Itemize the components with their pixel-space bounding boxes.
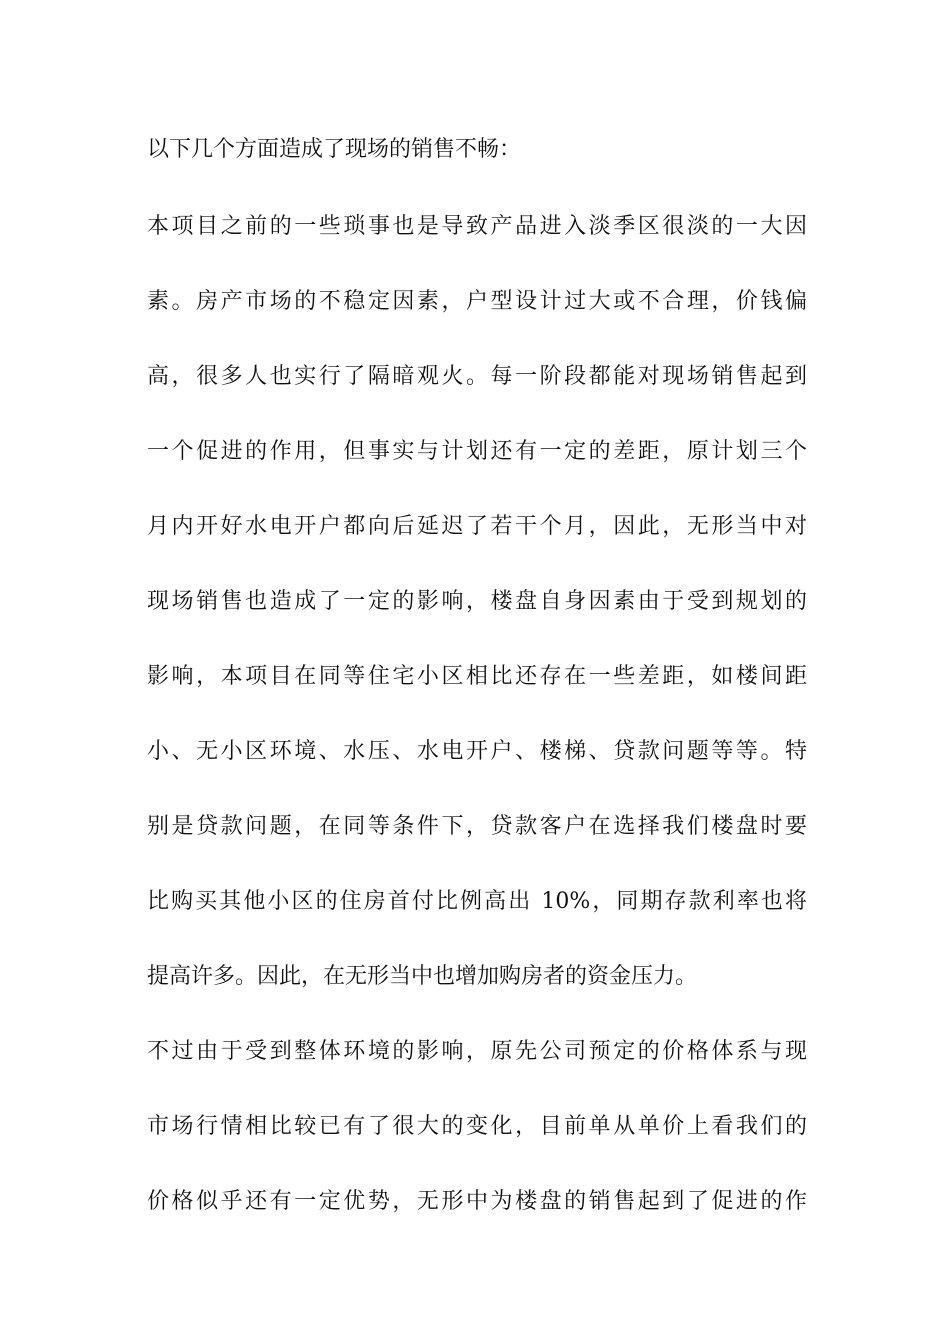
- paragraph-line: 小、无小区环境、水压、水电开户、楼梯、贷款问题等等。特: [147, 739, 807, 764]
- paragraph-line: 提高许多。因此，在无形当中也增加购房者的资金压力。: [147, 964, 698, 989]
- paragraph-line: 高，很多人也实行了隔暗观火。每一阶段都能对现场销售起到: [147, 364, 807, 389]
- paragraph-line: 影响，本项目在同等住宅小区相比还存在一些差距，如楼间距: [147, 664, 807, 689]
- paragraph-line: 价格似乎还有一定优势，无形中为楼盘的销售起到了促进的作: [147, 1189, 807, 1214]
- paragraph-line: 别是贷款问题，在同等条件下，贷款客户在选择我们楼盘时要: [147, 814, 807, 839]
- paragraph-line: 不过由于受到整体环境的影响，原先公司预定的价格体系与现: [147, 1039, 807, 1064]
- paragraph-line: 市场行情相比较已有了很大的变化，目前单从单价上看我们的: [147, 1114, 807, 1139]
- paragraph-line: 素。房产市场的不稳定因素，户型设计过大或不合理，价钱偏: [147, 289, 807, 314]
- paragraph-line: 月内开好水电开户都向后延迟了若干个月，因此，无形当中对: [147, 514, 807, 539]
- paragraph-line: 本项目之前的一些琐事也是导致产品进入淡季区很淡的一大因: [147, 214, 807, 239]
- paragraph-line: 一个促进的作用，但事实与计划还有一定的差距，原计划三个: [147, 439, 807, 464]
- paragraph-line: 比购买其他小区的住房首付比例高出 10%，同期存款利率也将: [147, 889, 807, 914]
- paragraph-line: 现场销售也造成了一定的影响，楼盘自身因素由于受到规划的: [147, 589, 807, 614]
- paragraph-line-heading: 以下几个方面造成了现场的销售不畅：: [147, 137, 522, 162]
